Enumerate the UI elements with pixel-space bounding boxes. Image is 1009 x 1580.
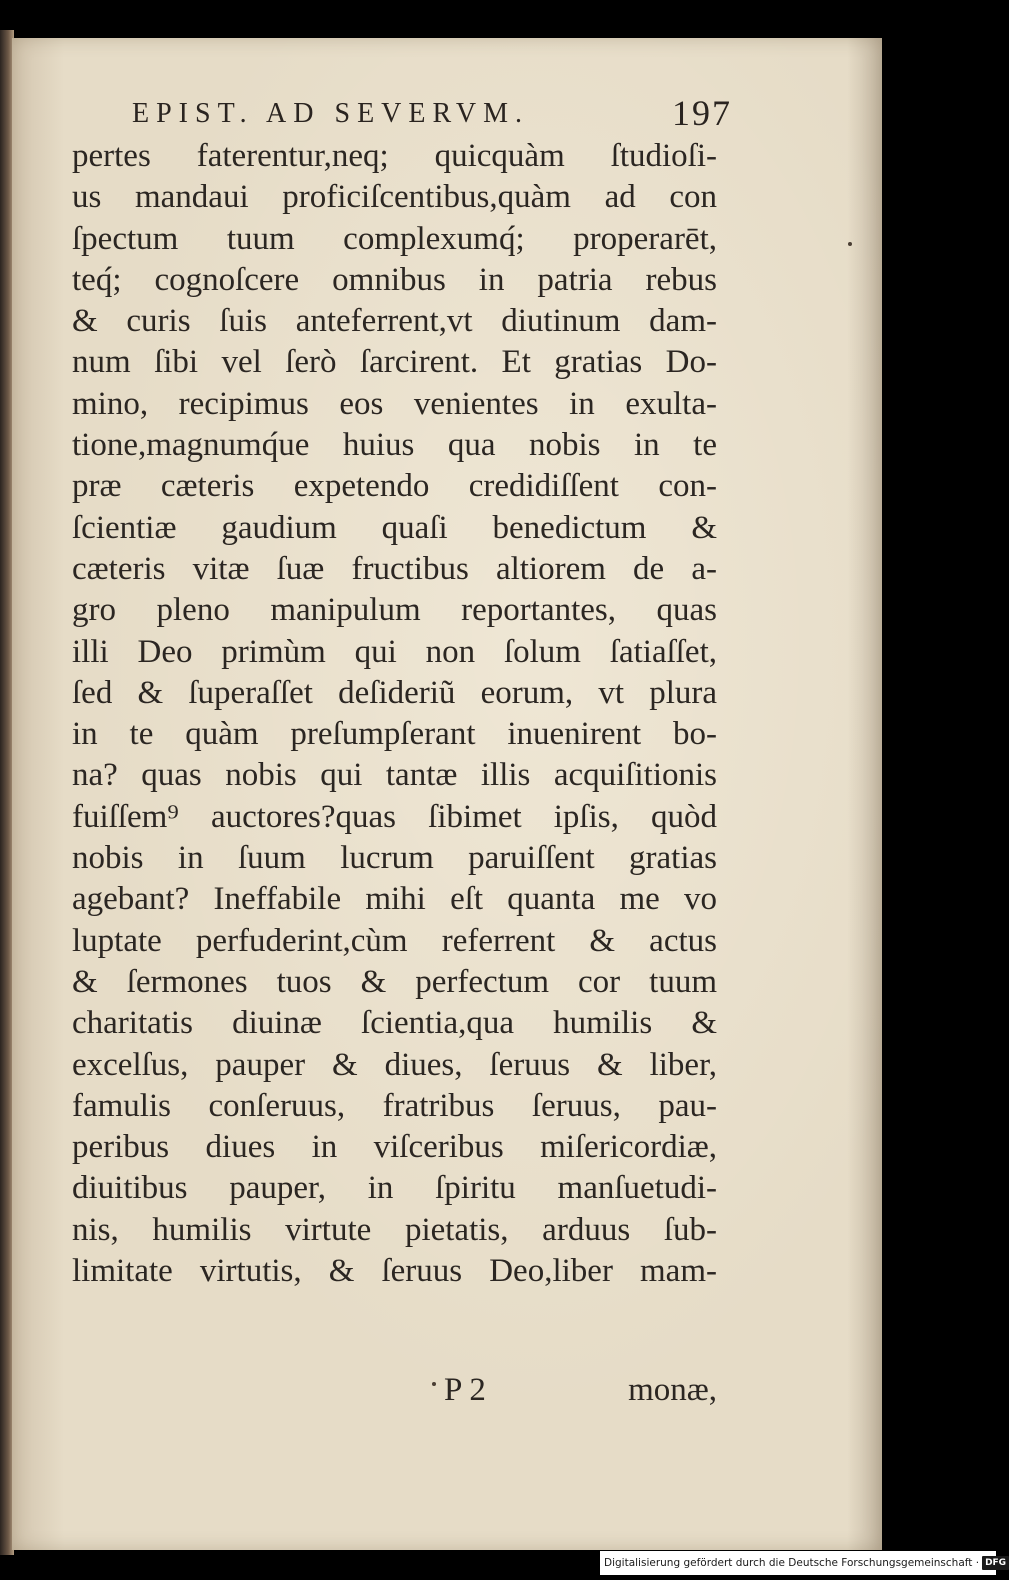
- text-line: excelſus, pauper & diues, ſeruus & liber,: [72, 1046, 717, 1083]
- text-line: & ſermones tuos & perfectum cor tuum: [72, 963, 717, 1000]
- text-line: peribus diues in viſceribus miſericordiæ,: [72, 1129, 717, 1166]
- text-line: na? quas nobis qui tantæ illis acquiſitionis: [72, 757, 717, 794]
- text-line: limitate virtutis, & ſeruus Deo,liber mam-: [72, 1253, 717, 1290]
- text-line: fuiſſem⁹ auctores?quas ſibimet ipſis, quòd: [72, 798, 717, 835]
- paper-speck: [432, 1382, 436, 1386]
- text-line: ſcientiæ gaudium quaſi benedictum &: [72, 509, 717, 546]
- paper-speck: [848, 242, 852, 246]
- text-line: charitatis diuinæ ſcientia,qua humilis &: [72, 1005, 717, 1042]
- text-line: gro pleno manipulum reportantes, quas: [72, 592, 717, 629]
- text-line: pertes faterentur,neq; quicquàm ſtudioſi-: [72, 138, 717, 174]
- page-number: 197: [672, 93, 732, 133]
- signature-mark: P 2: [444, 1372, 486, 1408]
- text-line: nis, humilis virtute pietatis, arduus ſub-: [72, 1211, 717, 1248]
- digitization-credit: [600, 1551, 1007, 1575]
- text-line: & curis ſuis anteferrent,vt diutinum dam-: [72, 303, 717, 340]
- text-line: in te quàm preſumpſerant inuenirent bo-: [72, 716, 717, 753]
- text-line: nobis in ſuum lucrum paruiſſent gratias: [72, 840, 717, 877]
- text-line: famulis conſeruus, fratribus ſeruus, pau-: [72, 1087, 717, 1124]
- text-line: mino, recipimus eos venientes in exulta-: [72, 385, 717, 422]
- text-line: agebant? Ineffabile mihi eſt quanta me vo: [72, 881, 717, 918]
- text-line: teq́; cognoſcere omnibus in patria rebus: [72, 261, 717, 298]
- text-line: illi Deo primùm qui non ſolum ſatiaſſet,: [72, 633, 717, 670]
- text-line: cæteris vitæ ſuæ fructibus altiorem de a-: [72, 550, 717, 587]
- running-head: [132, 88, 732, 138]
- dfg-logo-icon: DFG: [982, 1556, 1009, 1570]
- body-text: [72, 136, 717, 1292]
- page-footer: [72, 1368, 717, 1414]
- text-line: us mandaui proficiſcentibus,quàm ad con: [72, 179, 717, 216]
- running-head-title: EPIST. AD SEVERVM.: [132, 98, 530, 129]
- text-line: num ſibi vel ſerò ſarcirent. Et gratias Do-: [72, 344, 717, 381]
- text-line: tione,magnumq́ue huius qua nobis in te: [72, 427, 717, 464]
- text-line: diuitibus pauper, in ſpiritu manſuetudi-: [72, 1170, 717, 1207]
- text-line: ſed & ſuperaſſet deſideriũ eorum, vt plura: [72, 674, 717, 711]
- catchword: monæ,: [628, 1372, 717, 1408]
- text-line: luptate perfuderint,cùm referrent & actus: [72, 922, 717, 959]
- text-line: ſpectum tuum complexumq́; properarēt,: [72, 220, 717, 257]
- credit-text: Digitalisierung gefördert durch die Deutsche Forschungsgemeinschaft ·: [604, 1557, 980, 1569]
- book-page: [12, 38, 882, 1550]
- text-line: præ cæteris expetendo credidiſſent con-: [72, 468, 717, 505]
